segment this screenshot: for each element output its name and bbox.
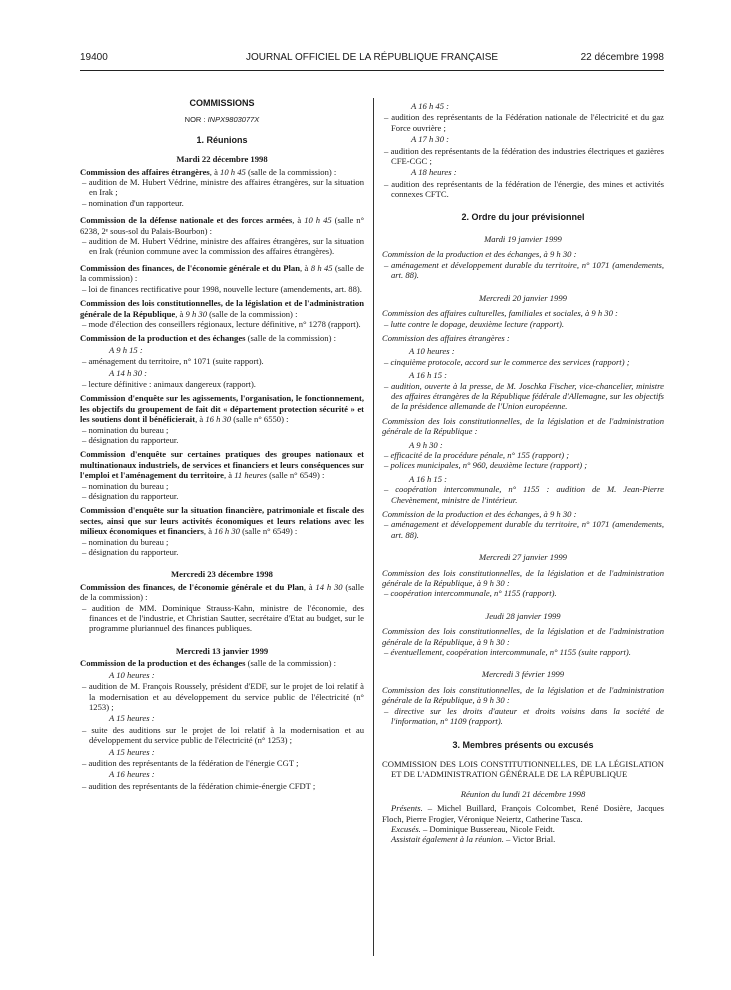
excused-members: Excusés. – Dominique Bussereau, Nicole Feidt. (391, 823, 555, 834)
time-label: A 16 h 45 : (411, 101, 450, 111)
commission-entry: Commission des lois constitutionnelles, de la législation et de l'administration générale de la République, à 9 h 30 : (382, 626, 664, 647)
time-label: A 9 h 30 : (409, 439, 443, 450)
agenda-item: – lutte contre le dopage, deuxième lecture (rapport). (384, 318, 565, 329)
commission-entry: Commission de la défense nationale et des forces armées, à 10 h 45 (salle n° 6238, 2ᵉ sous-sol du Palais-Bourbon) : (80, 215, 365, 236)
commission-entry: Commission d'enquête sur certaines pratiques des groupes nationaux et multinationaux industriels, de services et financiers et leurs conséquences sur l'emploi et l'aménagement du territoire, à 11 heures (salle n° 6549) : (80, 449, 364, 481)
date-heading: Mardi 22 décembre 1998 (176, 154, 268, 165)
agenda-item: – audition des représentants de la fédération chimie-énergie CFDT ; (82, 780, 316, 791)
commission-entry: Commission de la production et des échanges (salle de la commission) : (80, 333, 336, 344)
issue-date: 22 décembre 1998 (580, 52, 664, 63)
commission-entry: Commission des affaires étrangères, à 10 h 45 (salle de la commission) : (80, 166, 337, 177)
commission-entry: Commission des lois constitutionnelles, de la législation et de l'administration générale de la République, à 9 h 30 : (382, 567, 664, 589)
agenda-item: – nomination du bureau ; (82, 480, 169, 491)
section-title: COMMISSIONS (189, 98, 255, 108)
nor-reference: NOR : INPX9803077X (184, 115, 260, 125)
commission-entry: Commission d'enquête sur la situation financière, patrimoniale et fiscale des sectes, ainsi que sur leurs activités économiques et leurs relations avec les milieux économiques et financiers, à 16 h 30 (salle n° 6549) : (80, 505, 364, 537)
commission-entry: Commission des affaires culturelles, familiales et sociales, à 9 h 30 : (382, 308, 618, 319)
page-number: 19400 (80, 52, 108, 63)
agenda-item: – efficacité de la procédure pénale, n° 155 (rapport) ; (384, 449, 570, 460)
agenda-item: – nomination du bureau ; (82, 424, 169, 435)
commission-entry: Commission de la production et des échanges, à 9 h 30 : (382, 249, 577, 260)
agenda-item: – lecture définitive : animaux dangereux (rapport). (82, 378, 256, 389)
agenda-item: – polices municipales, n° 960, deuxième lecture (rapport) ; (384, 460, 588, 471)
date-heading: Mercredi 3 février 1999 (481, 669, 565, 680)
date-heading: Mardi 19 janvier 1999 (484, 234, 562, 245)
commission-entry: Commission des lois constitutionnelles, de la législation et de l'administration générale de la République, à 9 h 30 (salle de la commission) : (80, 298, 364, 319)
agenda-item: – nomination du bureau ; (82, 536, 169, 547)
commission-entry: Commission des lois constitutionnelles, de la législation et de l'administration générale de la République : (382, 415, 664, 437)
agenda-item: – audition de M. Hubert Védrine, ministre des affaires étrangères, sur la situation en Irak (réunion commune avec la commission des affaires étrangères). (82, 236, 364, 257)
agenda-item: – désignation du rapporteur. (82, 547, 179, 558)
time-label: A 16 heures : (109, 769, 155, 780)
agenda-item: – audition, ouverte à la presse, de M. Joschka Fischer, vice-chancelier, ministre des affaires étrangères de la République fédérale d'Allemagne, sur les objectifs de la présidence allemande de l'Union européenne. (384, 380, 664, 412)
agenda-item: – désignation du rapporteur. (82, 434, 179, 445)
time-label: A 17 h 30 : (411, 134, 450, 145)
commission-entry: Commission de la production et des échanges, à 9 h 30 : (382, 509, 577, 519)
date-heading: Mercredi 13 janvier 1999 (175, 645, 269, 656)
date-heading: Mercredi 23 décembre 1998 (171, 569, 273, 580)
time-label: A 15 heures : (109, 746, 155, 757)
agenda-item: – audition des représentants de la fédération de l'énergie, des mines et activités connexes CFTC. (384, 178, 664, 200)
left-column (80, 98, 364, 791)
agenda-item: – aménagement du territoire, n° 1071 (suite rapport). (82, 356, 264, 367)
commission-entry: Commission de la production et des échanges (salle de la commission) : (80, 658, 336, 669)
section-heading-reunions: 1. Réunions (196, 134, 248, 145)
time-label: A 16 h 15 : (409, 473, 448, 484)
agenda-item: – audition de MM. Dominique Strauss-Kahn, ministre de l'économie, des finances et de l'industrie, et Christian Sautter, secrétaire d'Etat au budget, sur le programme pluriannuel des finances publiques. (82, 602, 364, 634)
agenda-item: – désignation du rapporteur. (82, 491, 179, 501)
date-heading: Mercredi 20 janvier 1999 (479, 292, 567, 303)
agenda-item: – audition des représentants de la fédération des industries électriques et gazières CFE-CGC ; (384, 145, 664, 167)
commission-entry: Commission des affaires étrangères : (382, 332, 510, 343)
time-label: A 18 heures : (411, 167, 457, 178)
time-label: A 9 h 15 : (109, 344, 143, 355)
right-column (382, 100, 664, 845)
page-header (80, 52, 664, 66)
journal-title: JOURNAL OFFICIEL DE LA RÉPUBLIQUE FRANÇAISE (245, 52, 499, 63)
date-heading: Jeudi 28 janvier 1999 (485, 610, 561, 621)
commission-name: COMMISSION DES LOIS CONSTITUTIONNELLES, DE LA LÉGISLATION ET DE L'ADMINISTRATION GÉNÉRALE DE LA RÉPUBLIQUE (382, 758, 664, 780)
commission-entry: Commission des finances, de l'économie générale et du Plan, à 8 h 45 (salle de la commission) : (80, 262, 364, 284)
agenda-item: – audition de M. François Roussely, président d'EDF, sur le projet de loi relatif à la modernisation et au développement du service public de l'électricité (n° 1253) ; (82, 681, 364, 712)
agenda-item: – éventuellement, coopération intercommunale, n° 1155 (suite rapport). (384, 647, 631, 658)
time-label: A 15 heures : (109, 713, 155, 724)
section-heading-ordre: 2. Ordre du jour prévisionnel (461, 211, 585, 222)
agenda-item: – directive sur les droits d'auteur et droits voisins dans la société de l'information, n° 1109 (rapport). (384, 705, 664, 727)
header-divider (80, 70, 664, 71)
commission-entry: Commission des finances, de l'économie générale et du Plan, à 14 h 30 (salle de la commission) : (80, 581, 364, 603)
time-label: A 14 h 30 : (109, 367, 148, 378)
commission-entry: Commission d'enquête sur les agissements, l'organisation, le fonctionnement, les objectifs du groupement de fait dit « département protection sécurité » et les soutiens dont il bénéficierait, à 16 h 30 (salle n° 6550) : (80, 393, 364, 425)
commission-entry: Commission des lois constitutionnelles, de la législation et de l'administration générale de la République, à 9 h 30 : (382, 684, 664, 706)
agenda-item: – coopération intercommunale, n° 1155 : audition de M. Jean-Pierre Chevènement, ministre de l'intérieur. (384, 484, 664, 505)
also-attended: Assistait également à la réunion. – Victor Brial. (391, 834, 556, 845)
agenda-item: – aménagement et développement durable du territoire, n° 1071 (amendements, art. 88). (384, 519, 664, 540)
date-heading: Mercredi 27 janvier 1999 (479, 552, 567, 563)
agenda-item: – nomination d'un rapporteur. (82, 197, 184, 208)
section-heading-membres: 3. Membres présents ou excusés (452, 739, 594, 750)
agenda-item: – suite des auditions sur le projet de loi relatif à la modernisation et au développement du service public de l'électricité (n° 1253) ; (82, 724, 364, 746)
agenda-item: – coopération intercommunale, n° 1155 (rapport). (384, 588, 557, 599)
time-label: A 10 heures : (109, 669, 155, 680)
agenda-item: – mode d'élection des conseillers régionaux, lecture définitive, n° 1278 (rapport). (82, 318, 361, 329)
time-label: A 16 h 15 : (409, 370, 448, 381)
time-label: A 10 heures : (409, 346, 455, 357)
agenda-item: – audition des représentants de la Fédération nationale de l'électricité et du gaz Force ouvrière ; (384, 112, 664, 133)
agenda-item: – loi de finances rectificative pour 1998, nouvelle lecture (amendements, art. 88). (82, 283, 362, 294)
agenda-item: – cinquième protocole, accord sur le commerce des services (rapport) ; (384, 356, 630, 367)
agenda-item: – audition de M. Hubert Védrine, ministre des affaires étrangères, sur la situation en Irak ; (82, 177, 364, 198)
column-divider (373, 98, 374, 956)
present-members: Présents. – Michel Buillard, François Colcombet, René Dosière, Jacques Floch, Pierre Frogier, Véronique Neiertz, Catherine Tasca. (382, 803, 664, 824)
agenda-item: – aménagement et développement durable du territoire, n° 1071 (amendements, art. 88). (384, 259, 664, 281)
meeting-date: Réunion du lundi 21 décembre 1998 (460, 788, 586, 799)
agenda-item: – audition des représentants de la fédération de l'énergie CGT ; (82, 757, 299, 768)
